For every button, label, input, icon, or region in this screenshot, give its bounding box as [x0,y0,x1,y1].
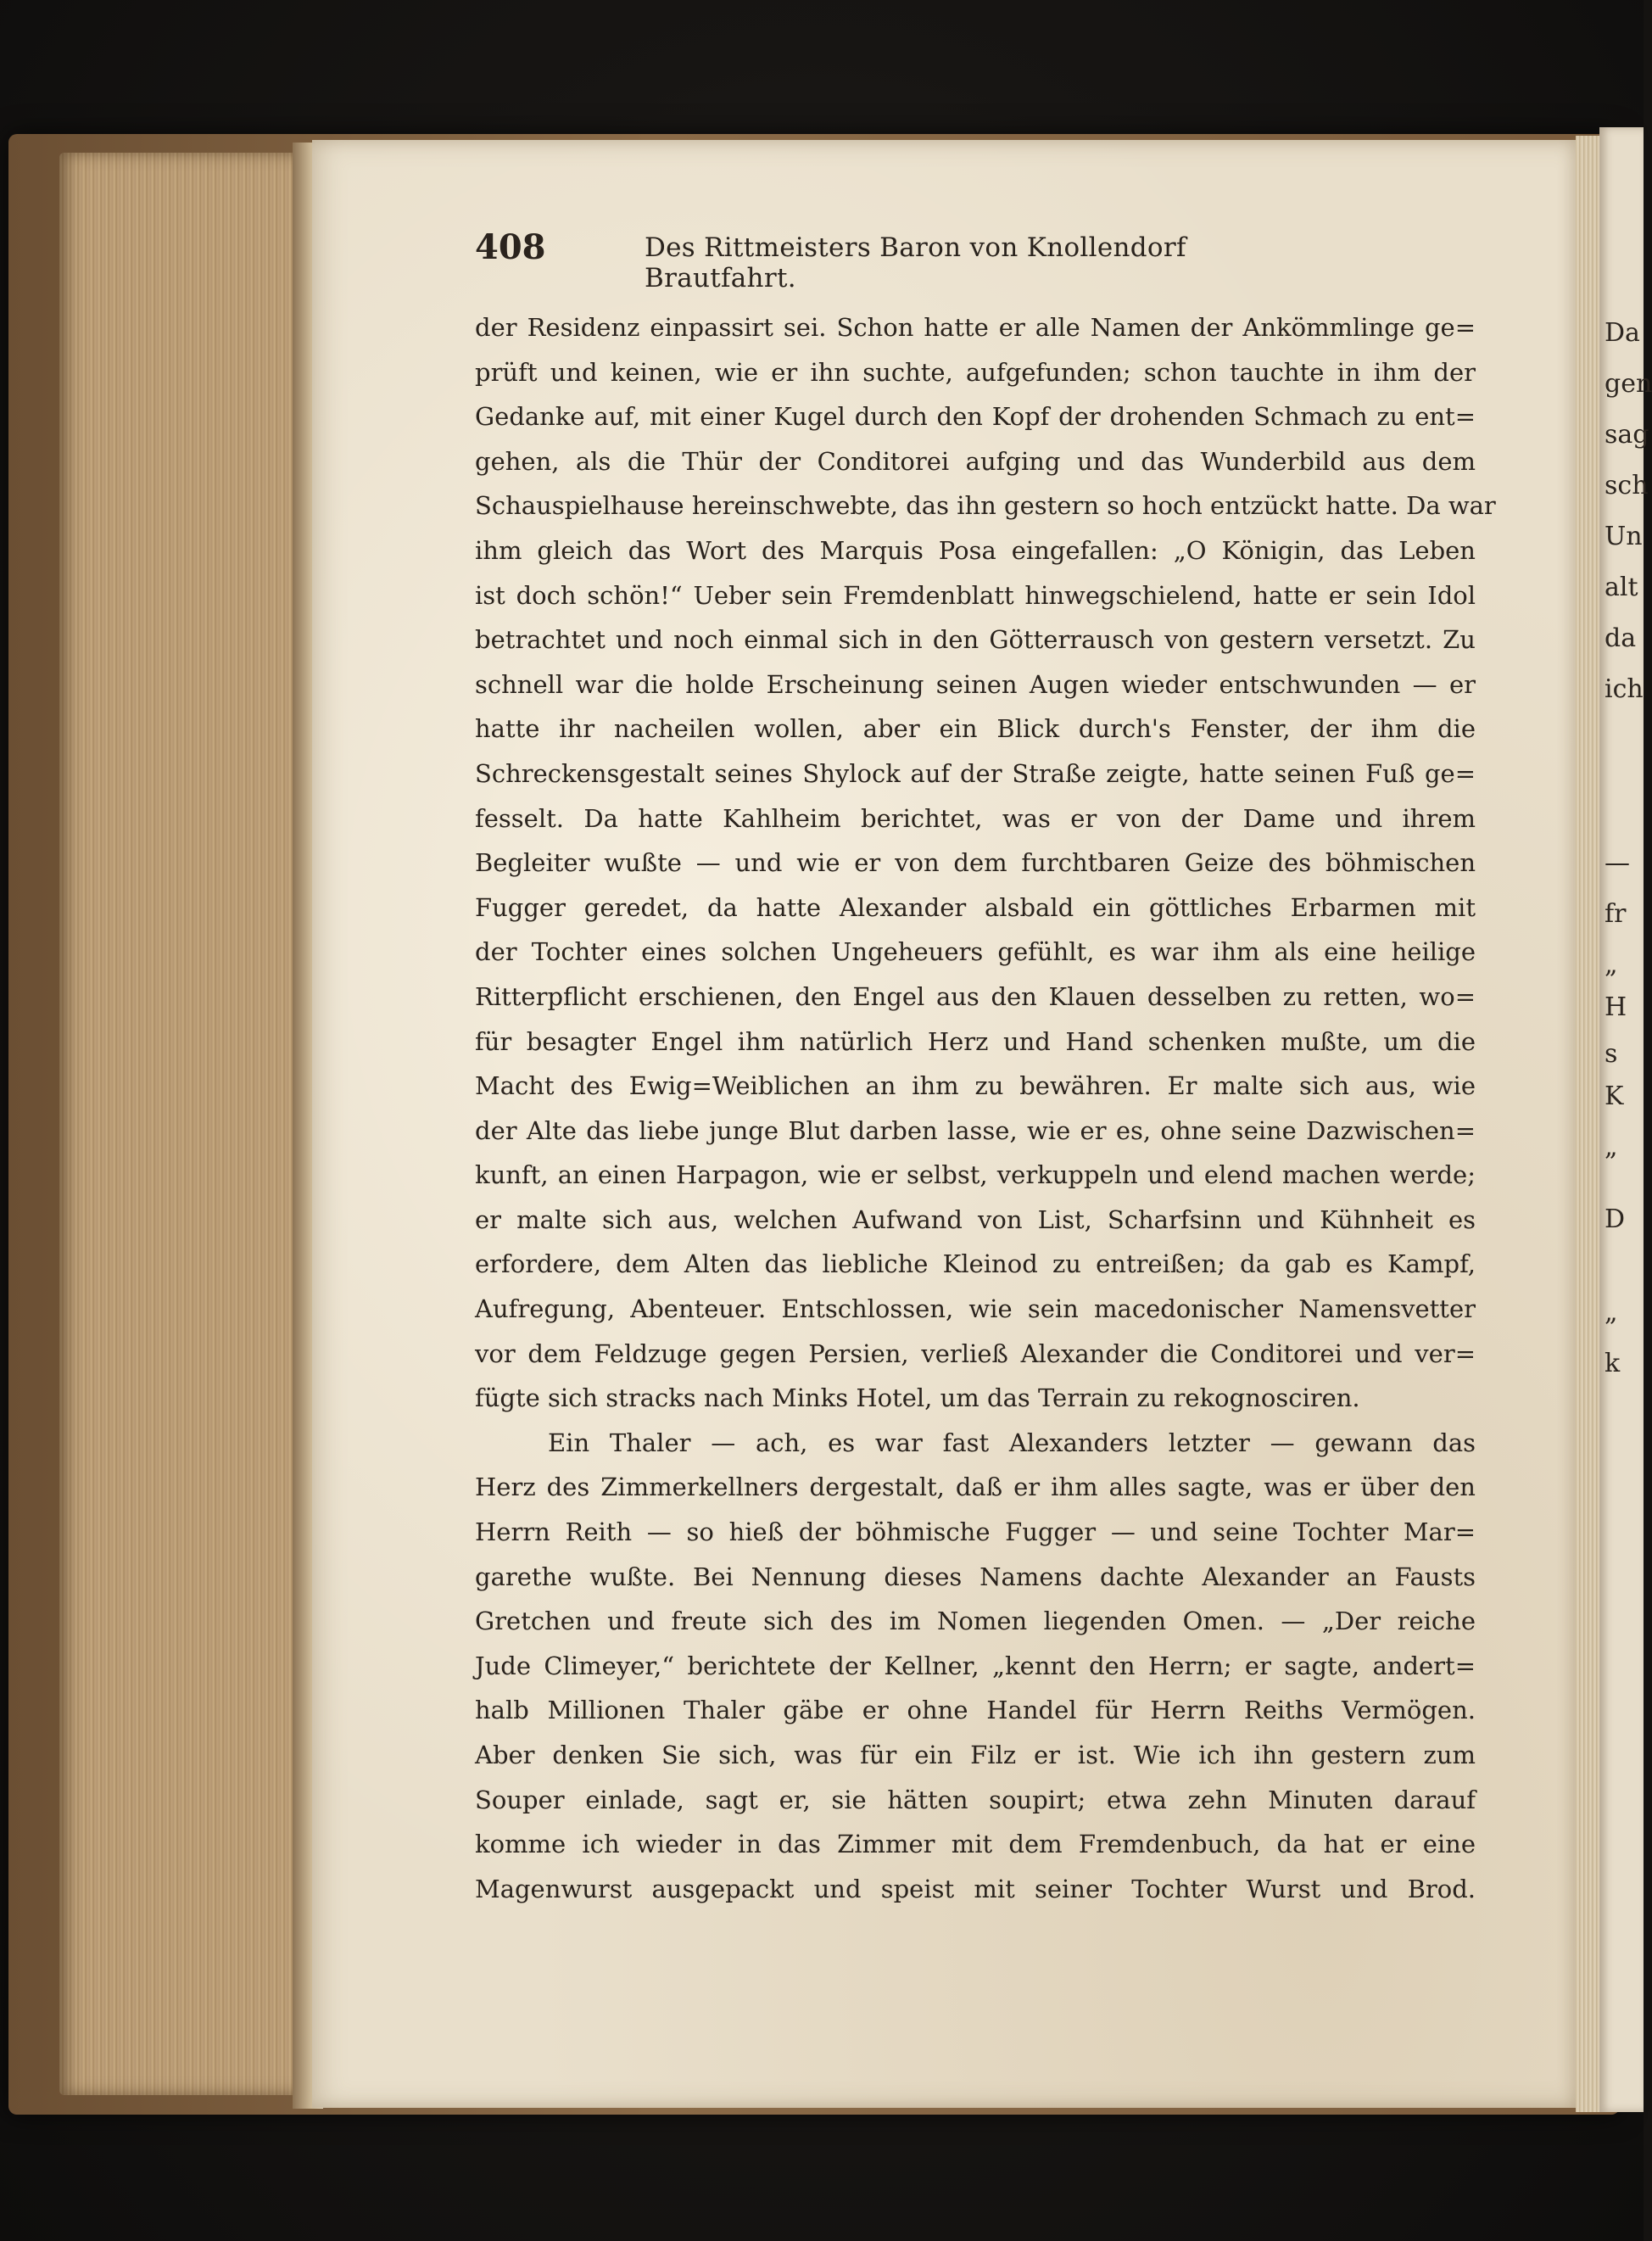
text-line: Begleiter wußte — und wie er von dem furchtbaren Geize des böhmischen [475,848,1476,878]
right-page-edges [1576,136,1599,2112]
text-line: Gretchen und freute sich des im Nomen liegenden Omen. — „Der reiche [475,1607,1476,1636]
text-line: Souper einlade, sagt er, sie hätten soupirt; etwa zehn Minuten darauf [475,1785,1476,1814]
text-line: kunft, an einen Harpagon, wie er selbst, verkuppeln und elend machen werde; [475,1160,1476,1190]
adjacent-fragment: sag [1605,420,1649,450]
adjacent-fragment: k [1605,1349,1621,1378]
text-line: garethe wußte. Bei Nennung dieses Namens dachte Alexander an Fausts [475,1562,1476,1591]
text-line: Gedanke auf, mit einer Kugel durch den Kopf der drohenden Schmach zu ent= [475,402,1476,432]
adjacent-fragment: sch [1605,471,1649,500]
adjacent-fragment: gen [1605,369,1652,399]
text-line: Ein Thaler — ach, es war fast Alexanders letzter — gewann das [548,1428,1476,1457]
text-line: der Residenz einpassirt sei. Schon hatte er alle Namen der Ankömmlinge ge= [475,313,1476,342]
adjacent-fragment: da [1605,623,1637,653]
text-line: hatte ihr nacheilen wollen, aber ein Blick durch's Fenster, der ihm die [475,714,1476,744]
text-line: gehen, als die Thür der Conditorei aufging und das Wunderbild aus dem [475,446,1476,476]
adjacent-fragment: „ [1605,1132,1618,1162]
adjacent-fragment: D [1605,1204,1626,1234]
text-line: der Alte das liebe junge Blut darben lasse, wie er es, ohne seine Dazwischen= [475,1115,1476,1145]
text-line: Herrn Reith — so hieß der böhmische Fugger — und seine Tochter Mar= [475,1517,1476,1547]
adjacent-fragment: „ [1605,1298,1618,1327]
text-line: komme ich wieder in das Zimmer mit dem Fremdenbuch, da hat er eine [475,1830,1476,1859]
text-line: Schauspielhause hereinschwebte, das ihn gestern so hoch entzückt hatte. Da war [475,491,1496,521]
page-block-edges [59,153,305,2095]
text-line: Fugger geredet, da hatte Alexander alsbald ein göttliches Erbarmen mit [475,892,1476,922]
text-line: Herz des Zimmerkellners dergestalt, daß er ihm alles sagte, was er über den [475,1473,1476,1502]
adjacent-fragment: s [1605,1039,1618,1069]
text-line: er malte sich aus, welchen Aufwand von List, Scharfsinn und Kühnheit es [475,1204,1476,1234]
adjacent-fragment: alt [1605,573,1638,602]
adjacent-fragment: ich [1605,674,1644,704]
text-line: Ritterpflicht erschienen, den Engel aus den Klauen desselben zu retten, wo= [475,981,1476,1011]
text-line: Aber denken Sie sich, was für ein Filz er ist. Wie ich ihn gestern zum [475,1741,1476,1769]
adjacent-fragment: — [1605,848,1630,878]
text-line: prüft und keinen, wie er ihn suchte, aufgefunden; schon tauchte in ihm der [475,357,1476,387]
adjacent-fragment: K [1605,1081,1624,1111]
page-number: 408 [475,227,546,267]
text-line: Schreckensgestalt seines Shylock auf der Straße zeigte, hatte seinen Fuß ge= [475,758,1476,788]
text-line: Aufregung, Abenteuer. Entschlossen, wie sein macedonischer Namensvetter [475,1294,1476,1324]
running-title: Des Rittmeisters Baron von Knollendorf Brautfahrt. [645,232,1186,293]
text-line: fesselt. Da hatte Kahlheim berichtet, was er von der Dame und ihrem [475,803,1476,833]
text-line: erfordere, dem Alten das liebliche Kleinod zu entreißen; da gab es Kampf, [475,1249,1476,1279]
text-line: ihm gleich das Wort des Marquis Posa eingefallen: „O Königin, das Leben [475,535,1476,565]
text-line: halb Millionen Thaler gäbe er ohne Handel für Herrn Reiths Vermögen. [475,1696,1476,1725]
text-line: betrachtet und noch einmal sich in den Götterrausch von gestern versetzt. Zu [475,625,1476,655]
page-header [475,227,1323,293]
adjacent-fragment: Un [1605,522,1643,551]
text-line: schnell war die holde Erscheinung seinen Augen wieder entschwunden — er [475,669,1476,699]
text-line: Jude Climeyer,“ berichtete der Kellner, „kennt den Herrn; er sagte, andert= [475,1651,1476,1680]
text-line: fügte sich stracks nach Minks Hotel, um das Terrain zu rekognosciren. [475,1383,1360,1413]
adjacent-page [1599,127,1652,2112]
adjacent-fragment: fr [1605,899,1627,929]
text-line: ist doch schön!“ Ueber sein Fremdenblatt hinwegschielend, hatte er sein Idol [475,580,1476,610]
text-line: vor dem Feldzuge gegen Persien, verließ Alexander die Conditorei und ver= [475,1338,1476,1368]
adjacent-fragment: H [1605,992,1627,1022]
adjacent-fragment: „ [1605,950,1618,980]
text-line: Macht des Ewig=Weiblichen an ihm zu bewähren. Er malte sich aus, wie [475,1071,1476,1101]
text-line: für besagter Engel ihm natürlich Herz und Hand schenken mußte, um die [475,1026,1476,1056]
adjacent-fragment: Da [1605,318,1640,348]
text-line: Magenwurst ausgepackt und speist mit seiner Tochter Wurst und Brod. [475,1874,1476,1903]
body-text [475,305,1496,1911]
text-line: der Tochter eines solchen Ungeheuers gefühlt, es war ihm als eine heilige [475,937,1476,967]
